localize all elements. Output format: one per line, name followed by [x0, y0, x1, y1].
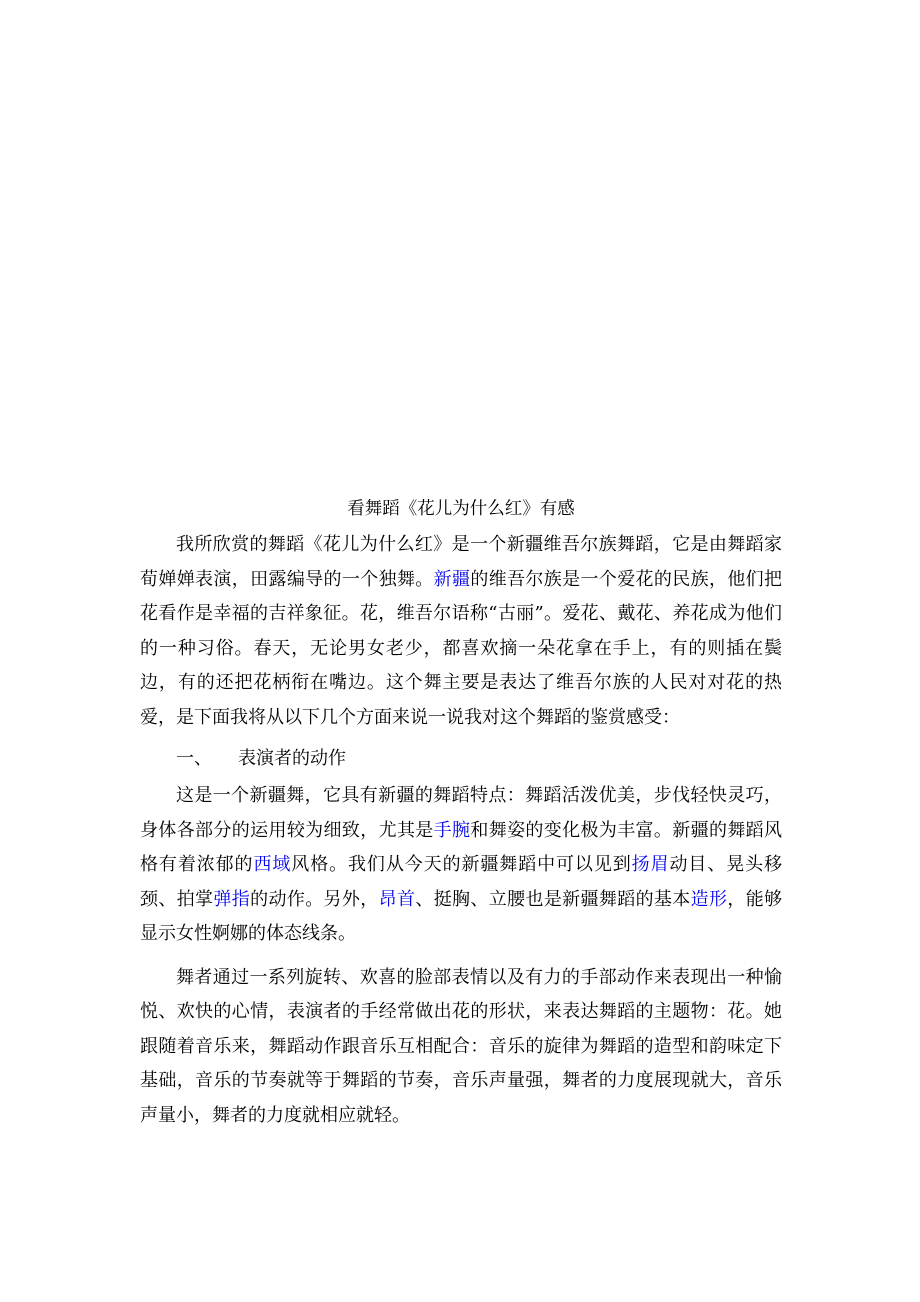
link-xiyu[interactable]: 西域: [253, 854, 292, 875]
section-heading-1: [140, 739, 782, 779]
section-title: 表演者的动作: [238, 748, 346, 769]
p3-text-1: 舞者通过一系列旋转、欢喜的脸部表情以及有力的手部动作来表现出一种愉悦、欢快的心情，表演者的手经常做出花的形状，来表达舞蹈的主题物：花。她跟随着音乐来，舞蹈动作跟音乐互相配合：音乐的旋律为舞蹈的造型和韵味定下基础，音乐的节奏就等于舞蹈的节奏，音乐声量强，舞者的力度展现就大，音乐声量小，舞者的力度就相应就轻。: [140, 966, 782, 1126]
p2-text-3: 风格。我们从今天的新疆舞蹈中可以见到: [291, 854, 632, 875]
intro-text-1: 我所欣赏的舞蹈《花儿为什么红》是一个新疆维吾尔族舞蹈，它是由舞蹈家荀婵婵表演，田露编导的一个独舞。: [140, 534, 782, 590]
link-tanzhi[interactable]: 弹指: [213, 888, 251, 910]
p2-text-6: 、挺胸、立腰也是新疆舞蹈的基本: [415, 888, 691, 910]
link-angshou[interactable]: 昂首: [378, 888, 416, 910]
link-xinjiang[interactable]: 新疆: [433, 568, 471, 590]
section-number: 一、: [176, 748, 212, 769]
link-yangmei[interactable]: 扬眉: [631, 854, 670, 875]
link-zaoxing[interactable]: 造形: [690, 888, 728, 910]
p2-text-5: 的动作。另外，: [250, 888, 379, 910]
p2-text-7: ，能够显示女性婀娜的体态线条。: [140, 888, 783, 944]
document-title: 看舞蹈《花儿为什么红》有感: [347, 499, 575, 519]
p2-text-4: 动目、晃头移颈、拍掌: [140, 854, 783, 910]
p2-text-2: 和舞姿的变化极为丰富。新疆的舞蹈风格有着浓郁的: [140, 819, 783, 875]
body-paragraph-2: [140, 779, 782, 952]
body-paragraph-3: [140, 961, 782, 1134]
intro-paragraph: [140, 528, 782, 735]
document-body: [140, 490, 782, 1133]
p2-text-1: 这是一个新疆舞，它具有新疆的舞蹈特点：舞蹈活泼优美，步伐轻快灵巧，身体各部分的运用较为细致，尤其是: [140, 785, 782, 841]
link-shouwan[interactable]: 手腕: [433, 819, 471, 841]
intro-text-2: 的维吾尔族是一个爱花的民族，他们把花看作是幸福的吉祥象征。花，维吾尔语称“古丽”。爱花、戴花、养花成为他们的一种习俗。春天，无论男女老少，都喜欢摘一朵花拿在手上，有的则插在鬓边，有的还把花柄衔在嘴边。这个舞主要是表达了维吾尔族的人民对对花的热爱，是下面我将从以下几个方面来说一说我对这个舞蹈的鉴赏感受：: [140, 568, 783, 728]
